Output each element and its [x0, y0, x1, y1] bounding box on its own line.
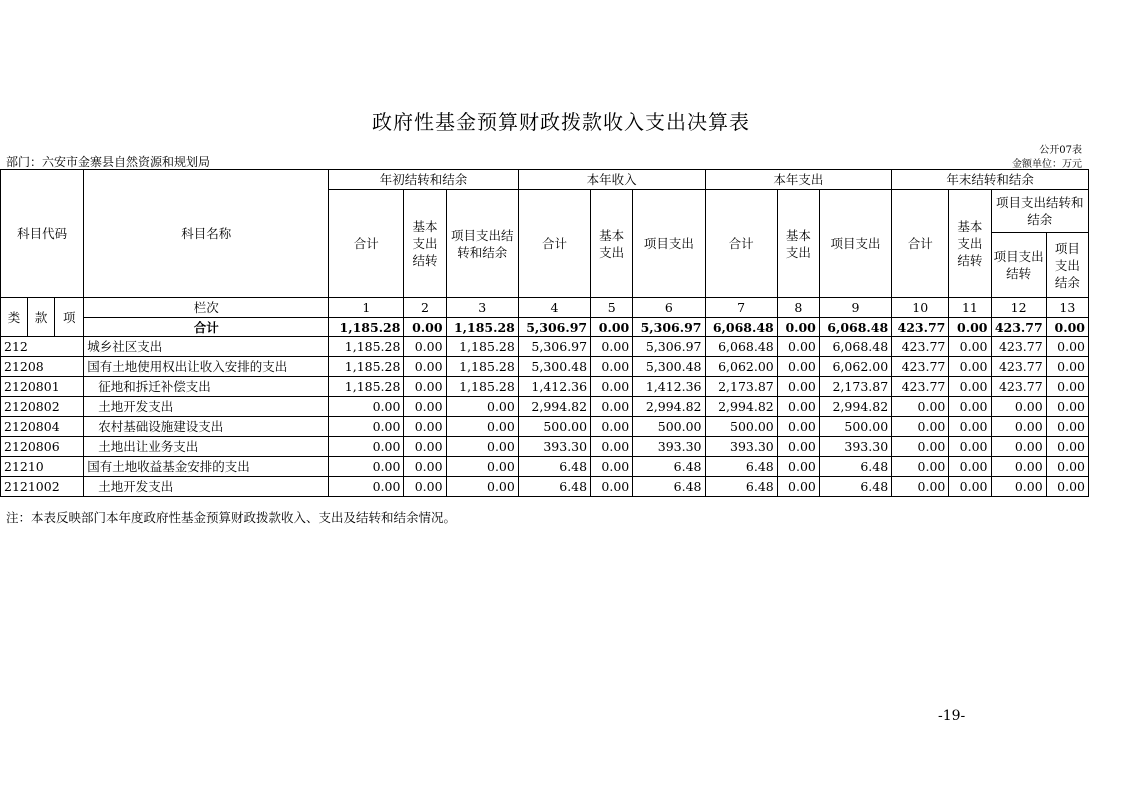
- row-name: 土地开发支出: [84, 397, 329, 417]
- row-value: 423.77: [991, 357, 1046, 377]
- row-value: 6,068.48: [819, 337, 891, 357]
- header-income-basic: 基本支出: [591, 190, 633, 298]
- row-value: 0.00: [991, 477, 1046, 497]
- row-name: 土地出让业务支出: [84, 437, 329, 457]
- row-code: 2120802: [1, 397, 84, 417]
- row-value: 0.00: [404, 417, 446, 437]
- row-value: 0.00: [777, 337, 819, 357]
- col-num: 6: [633, 298, 705, 318]
- row-value: 0.00: [329, 477, 404, 497]
- row-value: 0.00: [949, 357, 991, 377]
- header-income-project: 项目支出: [633, 190, 705, 298]
- row-value: 0.00: [1046, 437, 1088, 457]
- row-value: 5,300.48: [633, 357, 705, 377]
- row-value: 1,185.28: [329, 377, 404, 397]
- row-value: 500.00: [819, 417, 891, 437]
- row-name: 国有土地使用权出让收入安排的支出: [84, 357, 329, 377]
- row-value: 0.00: [892, 457, 949, 477]
- col-num: 4: [518, 298, 590, 318]
- row-value: 6.48: [633, 457, 705, 477]
- row-value: 6.48: [705, 457, 777, 477]
- table-row: [1, 357, 1089, 377]
- row-code: 21208: [1, 357, 84, 377]
- row-value: 0.00: [404, 477, 446, 497]
- row-value: 0.00: [1046, 477, 1088, 497]
- row-value: 393.30: [518, 437, 590, 457]
- row-code: 2120801: [1, 377, 84, 397]
- row-value: 0.00: [777, 457, 819, 477]
- row-value: 0.00: [329, 417, 404, 437]
- total-cell: 5,306.97: [518, 318, 590, 337]
- header-group-expense: 本年支出: [705, 170, 892, 190]
- row-value: 0.00: [404, 337, 446, 357]
- row-value: 2,173.87: [819, 377, 891, 397]
- table-row: [1, 377, 1089, 397]
- total-cell: 1,185.28: [329, 318, 404, 337]
- table-row: [1, 437, 1089, 457]
- row-value: 0.00: [404, 437, 446, 457]
- header-begin-basic: 基本支出结转: [404, 190, 446, 298]
- row-value: 0.00: [329, 397, 404, 417]
- row-value: 2,173.87: [705, 377, 777, 397]
- row-value: 6.48: [819, 477, 891, 497]
- total-cell: 6,068.48: [819, 318, 891, 337]
- total-cell: 0.00: [1046, 318, 1088, 337]
- row-value: 0.00: [404, 457, 446, 477]
- row-name: 农村基础设施建设支出: [84, 417, 329, 437]
- row-value: 393.30: [819, 437, 891, 457]
- row-code: 2120804: [1, 417, 84, 437]
- row-value: 6,062.00: [705, 357, 777, 377]
- row-value: 0.00: [949, 417, 991, 437]
- row-value: 423.77: [991, 377, 1046, 397]
- row-value: 0.00: [591, 417, 633, 437]
- col-num: 11: [949, 298, 991, 318]
- table-note: 注：本表反映部门本年度政府性基金预算财政拨款收入、支出及结转和结余情况。: [6, 510, 457, 525]
- header-xiang: 项: [55, 298, 84, 337]
- row-value: 0.00: [446, 397, 518, 417]
- row-value: 0.00: [404, 397, 446, 417]
- col-num: 9: [819, 298, 891, 318]
- row-value: 500.00: [705, 417, 777, 437]
- row-value: 0.00: [949, 437, 991, 457]
- row-value: 0.00: [329, 457, 404, 477]
- row-value: 0.00: [591, 457, 633, 477]
- header-expense-total: 合计: [705, 190, 777, 298]
- total-cell: 423.77: [892, 318, 949, 337]
- row-name: 国有土地收益基金安排的支出: [84, 457, 329, 477]
- header-code: 科目代码: [1, 170, 84, 298]
- row-value: 0.00: [591, 377, 633, 397]
- form-number: 公开07表: [1039, 145, 1082, 156]
- row-value: 6.48: [705, 477, 777, 497]
- row-value: 0.00: [949, 337, 991, 357]
- total-cell: 423.77: [991, 318, 1046, 337]
- header-group-begin: 年初结转和结余: [329, 170, 519, 190]
- row-value: 0.00: [892, 397, 949, 417]
- table-row: [1, 337, 1089, 357]
- row-value: 0.00: [1046, 397, 1088, 417]
- header-name: 科目名称: [84, 170, 329, 298]
- total-cell: 0.00: [777, 318, 819, 337]
- header-lanci: 栏次: [84, 298, 329, 318]
- row-value: 6,068.48: [705, 337, 777, 357]
- row-value: 5,306.97: [633, 337, 705, 357]
- row-value: 0.00: [777, 377, 819, 397]
- col-num: 12: [991, 298, 1046, 318]
- amount-unit: 金额单位：万元: [1012, 159, 1082, 170]
- row-value: 0.00: [949, 477, 991, 497]
- row-value: 6.48: [633, 477, 705, 497]
- total-row: [1, 318, 1089, 337]
- row-value: 0.00: [949, 377, 991, 397]
- header-income-total: 合计: [518, 190, 590, 298]
- row-value: 1,185.28: [446, 357, 518, 377]
- row-value: 393.30: [705, 437, 777, 457]
- header-group-income: 本年收入: [518, 170, 705, 190]
- row-name: 城乡社区支出: [84, 337, 329, 357]
- row-value: 0.00: [591, 437, 633, 457]
- header-group-end: 年末结转和结余: [892, 170, 1089, 190]
- col-num: 10: [892, 298, 949, 318]
- row-code: 2121002: [1, 477, 84, 497]
- row-value: 5,306.97: [518, 337, 590, 357]
- row-name: 征地和拆迁补偿支出: [84, 377, 329, 397]
- row-value: 0.00: [446, 457, 518, 477]
- total-cell: 0.00: [404, 318, 446, 337]
- row-value: 0.00: [1046, 377, 1088, 397]
- header-end-project-carry: 项目支出结转: [991, 233, 1046, 298]
- row-value: 0.00: [777, 437, 819, 457]
- col-num: 13: [1046, 298, 1088, 318]
- table-row: [1, 417, 1089, 437]
- row-value: 393.30: [633, 437, 705, 457]
- row-value: 0.00: [591, 357, 633, 377]
- row-value: 0.00: [777, 397, 819, 417]
- row-value: 0.00: [1046, 357, 1088, 377]
- row-value: 1,185.28: [446, 377, 518, 397]
- total-cell: 0.00: [591, 318, 633, 337]
- row-value: 6,062.00: [819, 357, 891, 377]
- row-value: 0.00: [591, 337, 633, 357]
- row-value: 0.00: [949, 457, 991, 477]
- row-value: 0.00: [892, 437, 949, 457]
- col-num: 8: [777, 298, 819, 318]
- row-value: 6.48: [819, 457, 891, 477]
- row-value: 1,185.28: [329, 337, 404, 357]
- row-value: 6.48: [518, 477, 590, 497]
- header-expense-basic: 基本支出: [777, 190, 819, 298]
- header-end-basic: 基本支出结转: [949, 190, 991, 298]
- header-end-project-group: 项目支出结转和结余: [991, 190, 1089, 233]
- row-name: 土地开发支出: [84, 477, 329, 497]
- row-value: 0.00: [446, 437, 518, 457]
- row-value: 0.00: [404, 377, 446, 397]
- row-value: 423.77: [991, 337, 1046, 357]
- col-num: 1: [329, 298, 404, 318]
- row-value: 2,994.82: [518, 397, 590, 417]
- row-value: 1,185.28: [329, 357, 404, 377]
- row-value: 0.00: [1046, 337, 1088, 357]
- table-row: [1, 477, 1089, 497]
- row-value: 0.00: [777, 477, 819, 497]
- header-begin-project: 项目支出结转和结余: [446, 190, 518, 298]
- row-value: 0.00: [1046, 417, 1088, 437]
- department-label: 部门：六安市金寨县自然资源和规划局: [6, 155, 211, 169]
- table-row: [1, 457, 1089, 477]
- col-num: 2: [404, 298, 446, 318]
- report-title: 政府性基金预算财政拨款收入支出决算表: [372, 110, 750, 134]
- col-num: 7: [705, 298, 777, 318]
- row-value: 1,412.36: [518, 377, 590, 397]
- row-value: 500.00: [633, 417, 705, 437]
- row-value: 423.77: [892, 337, 949, 357]
- header-end-project-balance: 项目支出结余: [1046, 233, 1088, 298]
- row-value: 6.48: [518, 457, 590, 477]
- row-value: 0.00: [1046, 457, 1088, 477]
- row-value: 5,300.48: [518, 357, 590, 377]
- row-value: 1,185.28: [446, 337, 518, 357]
- header-end-total: 合计: [892, 190, 949, 298]
- row-value: 0.00: [991, 437, 1046, 457]
- row-value: 0.00: [991, 417, 1046, 437]
- row-value: 0.00: [892, 477, 949, 497]
- page-number: -19-: [938, 708, 966, 724]
- total-cell: 1,185.28: [446, 318, 518, 337]
- total-label: 合计: [84, 318, 329, 337]
- row-code: 212: [1, 337, 84, 357]
- total-cell: 6,068.48: [705, 318, 777, 337]
- row-value: 0.00: [777, 357, 819, 377]
- row-value: 0.00: [329, 437, 404, 457]
- row-value: 0.00: [892, 417, 949, 437]
- row-value: 0.00: [404, 357, 446, 377]
- total-cell: 0.00: [949, 318, 991, 337]
- header-expense-project: 项目支出: [819, 190, 891, 298]
- row-value: 0.00: [591, 397, 633, 417]
- row-value: 0.00: [991, 397, 1046, 417]
- row-value: 2,994.82: [705, 397, 777, 417]
- col-num: 5: [591, 298, 633, 318]
- table-row: [1, 397, 1089, 417]
- row-value: 0.00: [446, 417, 518, 437]
- header-begin-total: 合计: [329, 190, 404, 298]
- row-value: 0.00: [949, 397, 991, 417]
- row-value: 2,994.82: [819, 397, 891, 417]
- budget-table: [0, 169, 1089, 497]
- row-value: 423.77: [892, 377, 949, 397]
- col-num: 3: [446, 298, 518, 318]
- row-value: 0.00: [446, 477, 518, 497]
- row-code: 2120806: [1, 437, 84, 457]
- row-value: 0.00: [991, 457, 1046, 477]
- row-value: 2,994.82: [633, 397, 705, 417]
- row-value: 423.77: [892, 357, 949, 377]
- row-value: 0.00: [777, 417, 819, 437]
- row-code: 21210: [1, 457, 84, 477]
- total-cell: 5,306.97: [633, 318, 705, 337]
- row-value: 1,412.36: [633, 377, 705, 397]
- header-lei: 类: [1, 298, 28, 337]
- row-value: 0.00: [591, 477, 633, 497]
- header-kuan: 款: [28, 298, 55, 337]
- row-value: 500.00: [518, 417, 590, 437]
